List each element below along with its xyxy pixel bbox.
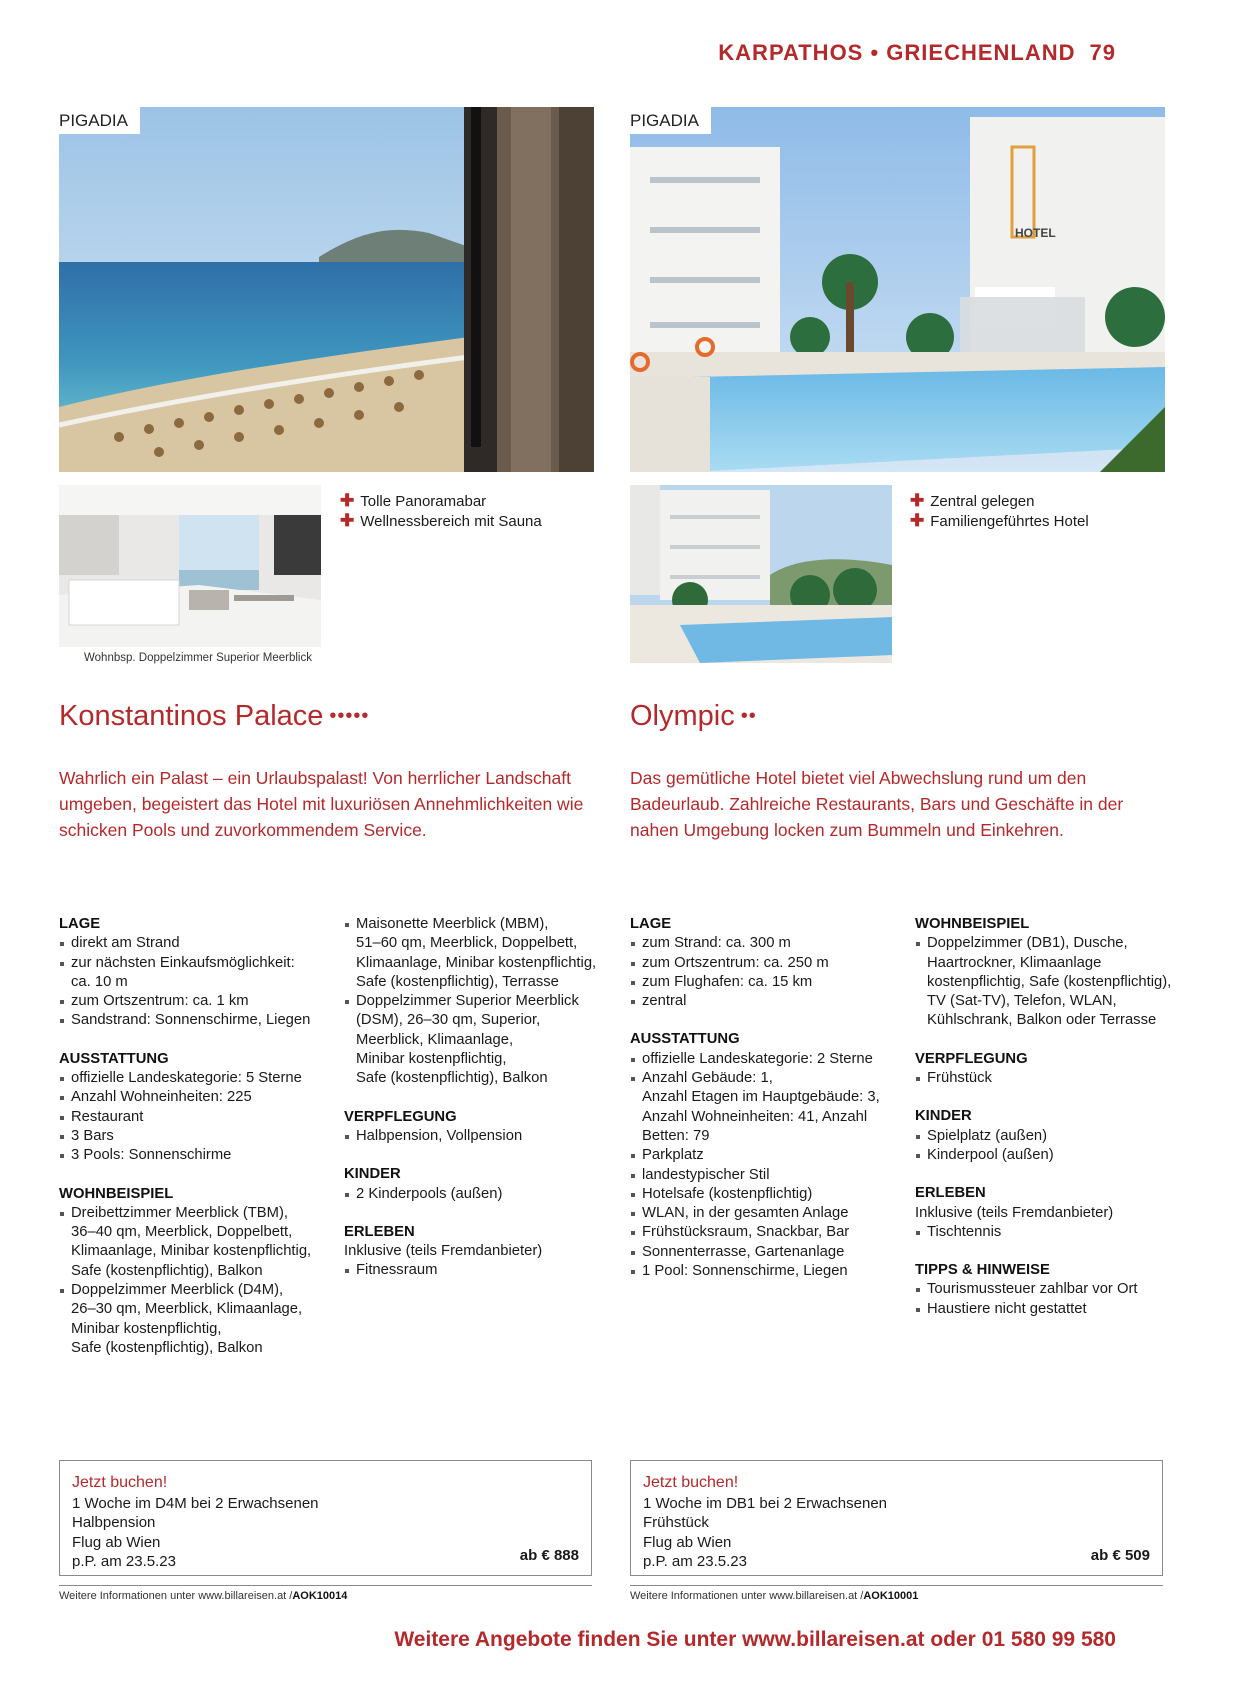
info-text: Weitere Informationen unter www.billareisen.at / <box>59 1590 293 1602</box>
highlight-item: ✚ Zentral gelegen <box>910 491 1035 510</box>
section-heading: KINDER <box>915 1108 972 1125</box>
details-column-3 <box>630 915 900 1281</box>
highlights-list <box>340 491 542 531</box>
highlight-item: ✚ Familiengeführtes Hotel <box>910 511 1089 530</box>
booking-line: p.P. am 23.5.23 <box>643 1553 747 1570</box>
list-item: 2 Kinderpools (außen) <box>344 1185 614 1204</box>
list-item: Haustiere nicht gestattet <box>915 1300 1175 1319</box>
list-item: zentral <box>630 992 900 1011</box>
list-item: Frühstücksraum, Snackbar, Bar <box>630 1223 900 1242</box>
section-heading: WOHNBEISPIEL <box>59 1185 174 1202</box>
list-item: Fitnessraum <box>344 1261 614 1280</box>
section-heading: TIPPS & HINWEISE <box>915 1262 1050 1279</box>
booking-line: 1 Woche im D4M bei 2 Erwachsenen <box>72 1494 319 1512</box>
list-item: 3 Bars <box>59 1127 329 1146</box>
section-heading: ERLEBEN <box>344 1223 415 1240</box>
list-item: WLAN, in der gesamten Anlage <box>630 1204 900 1223</box>
booking-line: Flug ab Wien <box>72 1533 161 1551</box>
svg-text:HOTEL: HOTEL <box>1015 226 1056 240</box>
list-item: Tischtennis <box>915 1223 1175 1242</box>
list-item: Sandstrand: Sonnenschirme, Liegen <box>59 1011 329 1030</box>
booking-heading: Jetzt buchen! <box>72 1474 168 1491</box>
list-item: zum Strand: ca. 300 m <box>630 934 900 953</box>
hotel-intro: Das gemütliche Hotel bietet viel Abwechslung rund um den Badeurlaub. Zahlreiche Restaurants, Bars und Geschäfte in der nahen Umgebung locken zum Bummeln und Einkehren. <box>630 768 1124 840</box>
plus-icon: ✚ <box>340 511 355 530</box>
list-item: offizielle Landeskategorie: 2 Sterne <box>630 1050 900 1069</box>
hotel-intro: Wahrlich ein Palast – ein Urlaubspalast! Von herrlicher Landschaft umgeben, begeistert das Hotel mit luxuriösen Annehmlichkeiten wie schicken Pools und zuvorkommendem Service. <box>59 768 584 840</box>
list-item: landestypischer Stil <box>630 1166 900 1185</box>
info-line <box>630 1585 1163 1602</box>
hotel-title <box>59 700 369 733</box>
room-photo <box>59 485 321 647</box>
hotel-exterior-photo <box>630 485 892 663</box>
section-heading: VERPFLEGUNG <box>344 1108 457 1125</box>
highlight-item: ✚ Tolle Panoramabar <box>340 491 487 510</box>
list-item: Doppelzimmer Superior Meerblick (DSM), 26–30 qm, Superior, Meerblick, Klimaanlage, Minibar kostenpflichtig, Safe (kostenpflichtig), Balkon <box>344 992 614 1088</box>
page-header <box>718 40 1116 66</box>
booking-price: ab € 509 <box>1090 1546 1150 1564</box>
booking-line: p.P. am 23.5.23 <box>72 1553 176 1570</box>
list-item: Kinderpool (außen) <box>915 1146 1175 1165</box>
list-item: Tourismussteuer zahlbar vor Ort <box>915 1280 1175 1299</box>
rating-dots: ••••• <box>329 705 370 727</box>
list-item: Anzahl Wohneinheiten: 225 <box>59 1088 329 1107</box>
section-title: KARPATHOS • GRIECHENLAND <box>718 40 1076 65</box>
booking-line: Frühstück <box>643 1514 709 1531</box>
section-heading: KINDER <box>344 1166 401 1183</box>
list-item: zur nächsten Einkaufsmöglichkeit: ca. 10 m <box>59 954 329 993</box>
offer-code: AOK10014 <box>292 1590 348 1602</box>
section-heading: AUSSTATTUNG <box>59 1050 169 1067</box>
plus-icon: ✚ <box>910 511 925 530</box>
highlight-item: ✚ Wellnessbereich mit Sauna <box>340 511 542 530</box>
subheading: Inklusive (teils Fremdanbieter) <box>344 1243 543 1260</box>
hotel-name: Olympic <box>630 700 735 732</box>
hotel-photo-sea-view <box>59 107 594 472</box>
section-heading: AUSSTATTUNG <box>630 1031 740 1048</box>
hotel-name: Konstantinos Palace <box>59 700 324 732</box>
list-item: 1 Pool: Sonnenschirme, Liegen <box>630 1262 900 1281</box>
list-item: Hotelsafe (kostenpflichtig) <box>630 1185 900 1204</box>
plus-icon: ✚ <box>910 491 925 510</box>
list-item: Parkplatz <box>630 1146 900 1165</box>
booking-box[interactable] <box>630 1460 1163 1576</box>
section-heading: WOHNBEISPIEL <box>915 916 1030 932</box>
hotel-photo-pool <box>630 107 1165 472</box>
list-item: direkt am Strand <box>59 934 329 953</box>
section-heading: LAGE <box>59 916 101 932</box>
rating-dots: •• <box>740 705 757 727</box>
list-item: Spielplatz (außen) <box>915 1127 1175 1146</box>
info-text: Weitere Informationen unter www.billareisen.at / <box>630 1590 864 1602</box>
location-tag: PIGADIA <box>59 107 140 134</box>
list-item: Anzahl Gebäude: 1, Anzahl Etagen im Hauptgebäude: 3, Anzahl Wohneinheiten: 41, Anzahl Betten: 79 <box>630 1069 900 1146</box>
highlights-list <box>910 491 1089 531</box>
booking-price: ab € 888 <box>519 1546 579 1564</box>
room-photo-caption: Wohnbsp. Doppelzimmer Superior Meerblick <box>84 652 312 664</box>
booking-line: 1 Woche im DB1 bei 2 Erwachsenen <box>643 1494 888 1512</box>
list-item: Restaurant <box>59 1108 329 1127</box>
list-item: zum Ortszentrum: ca. 1 km <box>59 992 329 1011</box>
list-item: zum Ortszentrum: ca. 250 m <box>630 954 900 973</box>
list-item: Sonnenterrasse, Gartenanlage <box>630 1243 900 1262</box>
offer-code: AOK10001 <box>863 1590 919 1602</box>
list-item: Doppelzimmer (DB1), Dusche, Haartrockner, Klimaanlage kostenpflichtig, Safe (kostenpflichtig), TV (Sat-TV), Telefon, WLAN, Kühlschrank, Balkon oder Terrasse <box>915 934 1175 1030</box>
list-item: 3 Pools: Sonnenschirme <box>59 1146 329 1165</box>
section-heading: ERLEBEN <box>915 1185 986 1202</box>
info-line <box>59 1585 592 1602</box>
details-column-1 <box>59 915 329 1358</box>
list-item: Halbpension, Vollpension <box>344 1127 614 1146</box>
list-item: Doppelzimmer Meerblick (D4M), 26–30 qm, Meerblick, Klimaanlage, Minibar kostenpflichtig, Safe (kostenpflichtig), Balkon <box>59 1281 329 1358</box>
location-tag: PIGADIA <box>630 107 711 134</box>
section-heading: LAGE <box>630 916 672 932</box>
booking-line: Flug ab Wien <box>643 1533 732 1551</box>
details-column-4 <box>915 915 1175 1319</box>
section-heading: VERPFLEGUNG <box>915 1050 1028 1067</box>
page-number: 79 <box>1089 40 1116 65</box>
subheading: Inklusive (teils Fremdanbieter) <box>915 1204 1114 1221</box>
list-item: Dreibettzimmer Meerblick (TBM), 36–40 qm, Meerblick, Doppelbett, Klimaanlage, Minibar kostenpflichtig, Safe (kostenpflichtig), Balkon <box>59 1204 329 1281</box>
hotel-title <box>630 700 757 733</box>
footer-cta[interactable]: Weitere Angebote finden Sie unter www.billareisen.at oder 01 580 99 580 <box>394 1628 1116 1651</box>
booking-line: Halbpension <box>72 1514 156 1531</box>
list-item: zum Flughafen: ca. 15 km <box>630 973 900 992</box>
plus-icon: ✚ <box>340 491 355 510</box>
booking-heading: Jetzt buchen! <box>643 1474 739 1491</box>
list-item: Frühstück <box>915 1069 1175 1088</box>
list-item: offizielle Landeskategorie: 5 Sterne <box>59 1069 329 1088</box>
list-item: Maisonette Meerblick (MBM), 51–60 qm, Meerblick, Doppelbett, Klimaanlage, Minibar kostenpflichtig, Safe (kostenpflichtig), Terrasse <box>344 915 614 992</box>
details-column-2 <box>344 915 614 1281</box>
booking-box[interactable] <box>59 1460 592 1576</box>
